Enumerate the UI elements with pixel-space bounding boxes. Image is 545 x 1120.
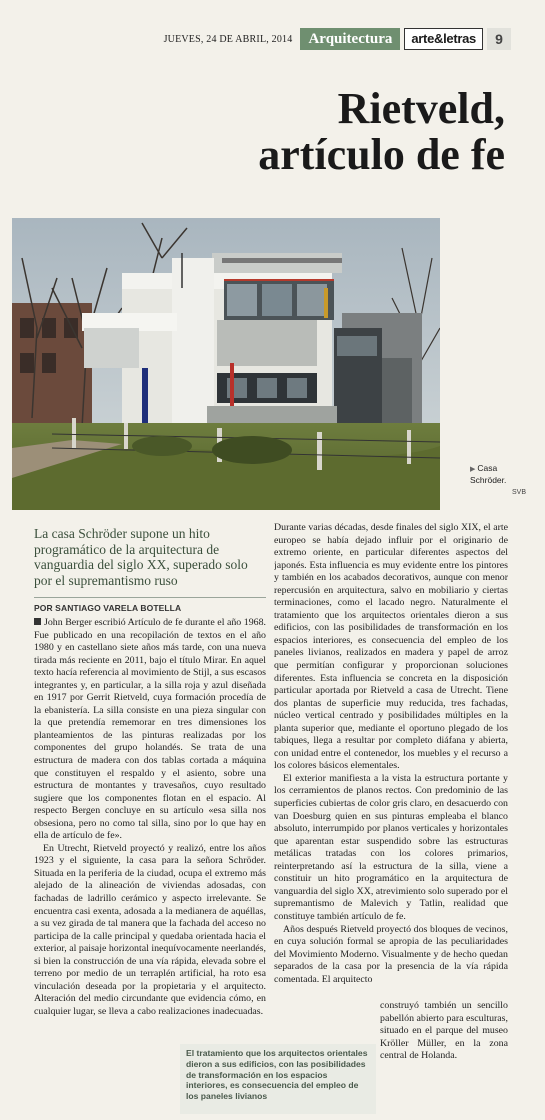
title-line-2: artículo de fe xyxy=(258,130,505,179)
masthead xyxy=(28,26,511,52)
photo-caption xyxy=(470,463,526,498)
issue-date: JUEVES, 24 DE ABRIL, 2014 xyxy=(163,33,293,45)
body-paragraph: construyó también un sencillo pabellón abierto para esculturas, situado en el parque del museo Kröller Müller, en la zona central de Holanda. xyxy=(380,1000,508,1062)
article-photo xyxy=(12,218,440,510)
body-paragraph: Durante varias décadas, desde finales del siglo XIX, el arte europeo se había dejado influir por el originario de extremo oriente, en particular diferentes aspectos del japonés. Esta influencia es muy evidente entre los pintores y también en los acabados decorativos, aunque con menor repercusión en arquitectura, salvo en mobiliario y ciertas terminaciones, como el lacado negro. Naturalmente el tratamiento que los arquitectos orientales dieron a sus edificios, con las posibilidades de transformación en los espacios interiores, es consecuencia del empleo de los paneles livianos, realizados en madera y papel de arroz que permitían configurar y proporcionan soluciones diferentes. Esta influencia se concreta en la disposición particular aportada por Rietveld a casa de Utrecht. Tiene dos plantas de superficie muy reducida, tres fachadas, núcleo vertical centrado y posibilidades múltiples en la planta superior que, mediante el oportuno plegado de los tabiques, llega a resultar por completo diáfana y abierta, con unidad entre el contenedor, los muebles y el recurso a los colores básicos elementales. xyxy=(274,522,508,772)
body-column-left xyxy=(34,617,266,1115)
photo-credit: SVB xyxy=(511,489,526,496)
pull-quote: El tratamiento que los arquitectos orientales dieron a sus edificios, con las posibilidades de transformación en los espacios interiores, es consecuencia del empleo de los paneles livianos xyxy=(180,1044,376,1114)
schroder-house-photo xyxy=(12,218,440,510)
caption-text: Casa Schröder. xyxy=(470,463,507,485)
body-paragraph: El exterior manifiesta a la vista la estructura portante y los cerramientos de planos rectos. Con predominio de las superficies cubiertas de color gris claro, en desacuerdo con van Doesburg quien en sus pinturas empleaba el blanco absoluto, interrumpido por planos verticales y horizontales que aparentan estar suspendido sobre las estructuras metálicas tratadas con los colores primarios, reinterpretando así la estructura de la silla, viene a constituir un hito programático en la arquitectura de vanguardia del siglo XX, atrevimiento solo superado por el supremantismo de Malevich y Tatlin, realidad que constituye también artículo de fe. xyxy=(274,772,508,922)
body-column-right xyxy=(274,522,508,992)
body-paragraph: En Utrecht, Rietveld proyectó y realizó, entre los años 1923 y el siguiente, la casa para la señora Schröder. Situada en la periferia de la ciudad, ocupa el extremo más alejado de la alineación de viviendas adosadas, con fachadas de ladrillo cerámico y aspecto irrelevante. Se encuentra casi exenta, adosada a la medianera de aquéllas, a su vez girada de tal manera que la fachada del acceso no participa de la calle principal y quedaba orientada hacia el exterior, al paisaje horizontal inequívocamente neerlandés, si bien la construcción de una vía rápida, elevada sobre el terreno por medio de un terraplén artificial, ha roto esa vinculación deseada por la propietaria y el arquitecto. Alteración del medio circundante que evidencia cómo, en cualquier lugar, se lleva a cabo realizaciones inadecuadas. xyxy=(34,842,266,1017)
section-label: Arquitectura xyxy=(300,28,400,50)
byline-divider xyxy=(34,597,266,598)
body-paragraph: John Berger escribió Artículo de fe durante el año 1968. Fue publicado en una recopilación de textos en el año 1980 y en castellano siete años más tarde, con una nueva tirada más reciente en 2011, bajo el título Mirar. En aquel texto hacía referencia al movimiento de Stijl, a sus escasos integrantes y, en particular, a la silla roja y azul diseñada en 1917 por Gerrit Rietveld, cuya formación procedía de la ebanistería. La silla consiste en una pieza singular con la que pretendía rememorar en tres dimensiones los planteamientos de las pinturas realizadas por los componentes del grupo holandés. Se trata de una estructura de madera con dos tablas cortada a máquina que constituyen el respaldo y el asiento, sobre una estructura de montantes y travesaños, cuyo resultado sugiere que los componentes flotan en el espacio. Al respecto Bergen concluye en su artículo «esa silla nos obsesiona, pero no como tal silla, sino por lo que hay en ella de artículo de fe». xyxy=(34,617,266,842)
article-byline: POR SANTIAGO VARELA BOTELLA xyxy=(34,603,182,613)
page-number: 9 xyxy=(487,28,511,50)
lead-square-icon xyxy=(34,618,41,625)
body-paragraph: Años después Rietveld proyectó dos bloques de vecinos, en cuya solución formal se apropia de las peculiaridades del Movimiento Moderno. Visualmente y de hecho quedan separados de la casa por la presencia de la vía rápida comentada. El arquitecto xyxy=(274,923,508,985)
article-subtitle: La casa Schröder supone un hito programático de la arquitectura de vanguardia del siglo XX, superado solo por el supremantismo ruso xyxy=(34,526,248,588)
article-title xyxy=(85,86,505,178)
caption-arrow-icon: ▶ xyxy=(470,466,476,473)
supplement-logo: arte&letras xyxy=(404,28,483,50)
column-fade xyxy=(34,1044,179,1114)
title-line-1: Rietveld, xyxy=(337,84,505,133)
body-column-right-tail xyxy=(380,1000,508,1115)
